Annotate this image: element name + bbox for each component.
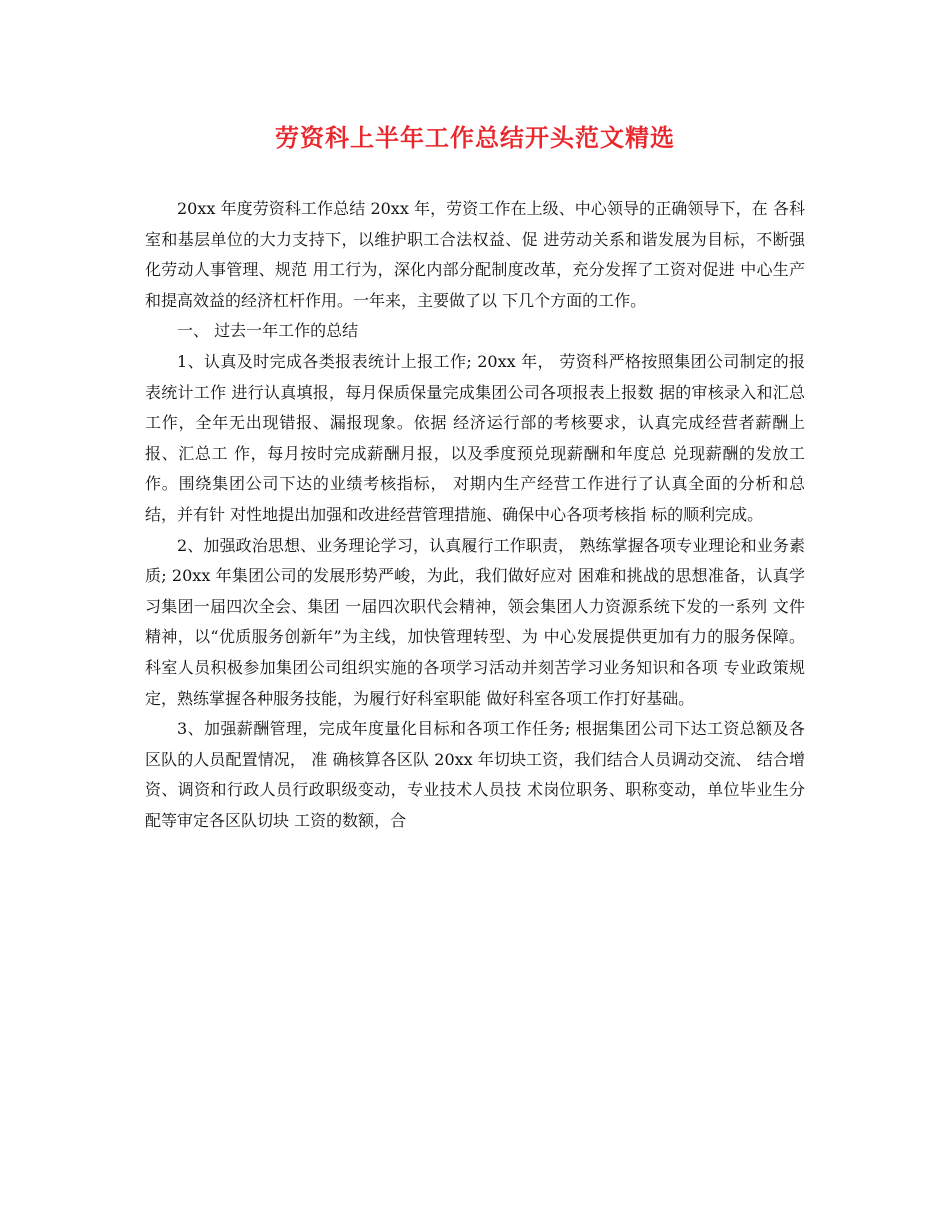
document-title: 劳资科上半年工作总结开头范文精选 <box>275 124 675 152</box>
paragraph-item-3: 3、加强薪酬管理，完成年度量化目标和各项工作任务; 根据集团公司下达工资总额及各区队的人员配置情况， 准 确核算各区队 20xx 年切块工资，我们结合人员调动交流、 结合增资、调资和行政人员行政职级变动，专业技术人员技 术岗位职务、职称变动，单位毕业生分配等审定各区队切块 工资的数额，合 <box>145 719 805 830</box>
paragraph-item-1: 1、认真及时完成各类报表统计上报工作; 20xx 年， 劳资科严格按照集团公司制定的报表统计工作 进行认真填报，每月保质保量完成集团公司各项报表上报数 据的审核录入和汇总工作，全年无出现错报、漏报现象。依据 经济运行部的考核要求，认真完成经营者薪酬上报、汇总工 作，每月按时完成薪酬月报，以及季度预兑现薪酬和年度总 兑现薪酬的发放工作。围绕集团公司下达的业绩考核指标， 对期内生产经营工作进行了认真全面的分析和总结，并有针 对性地提出加强和改进经营管理措施、确保中心各项考核指 标的顺利完成。 <box>145 351 805 524</box>
paragraph-item-2: 2、加强政治思想、业务理论学习，认真履行工作职责， 熟练掌握各项专业理论和业务素质; 20xx 年集团公司的发展形势严峻，为此，我们做好应对 困难和挑战的思想准备，认真学习集团一届四次全会、集团 一届四次职代会精神，领会集团人力资源系统下发的一系列 文件精神，以“优质服务创新年”为主线，加快管理转型、为 中心发展提供更加有力的服务保障。科室人员积极参加集团公司组织实施的各项学习活动并刻苦学习业务知识和各项 专业政策规定，熟练掌握各种服务技能，为履行好科室职能 做好科室各项工作打好基础。 <box>145 535 805 708</box>
paragraph-intro: 20xx 年度劳资科工作总结 20xx 年，劳资工作在上级、中心领导的正确领导下，在 各科室和基层单位的大力支持下，以维护职工合法权益、促 进劳动关系和谐发展为目标，不断强化劳动人事管理、规范 用工行为，深化内部分配制度改革，充分发挥了工资对促进 中心生产和提高效益的经济杠杆作用。一年来，主要做了以 下几个方面的工作。 <box>145 199 805 310</box>
section-heading: 一、 过去一年工作的总结 <box>177 321 359 341</box>
document-page <box>145 120 805 836</box>
